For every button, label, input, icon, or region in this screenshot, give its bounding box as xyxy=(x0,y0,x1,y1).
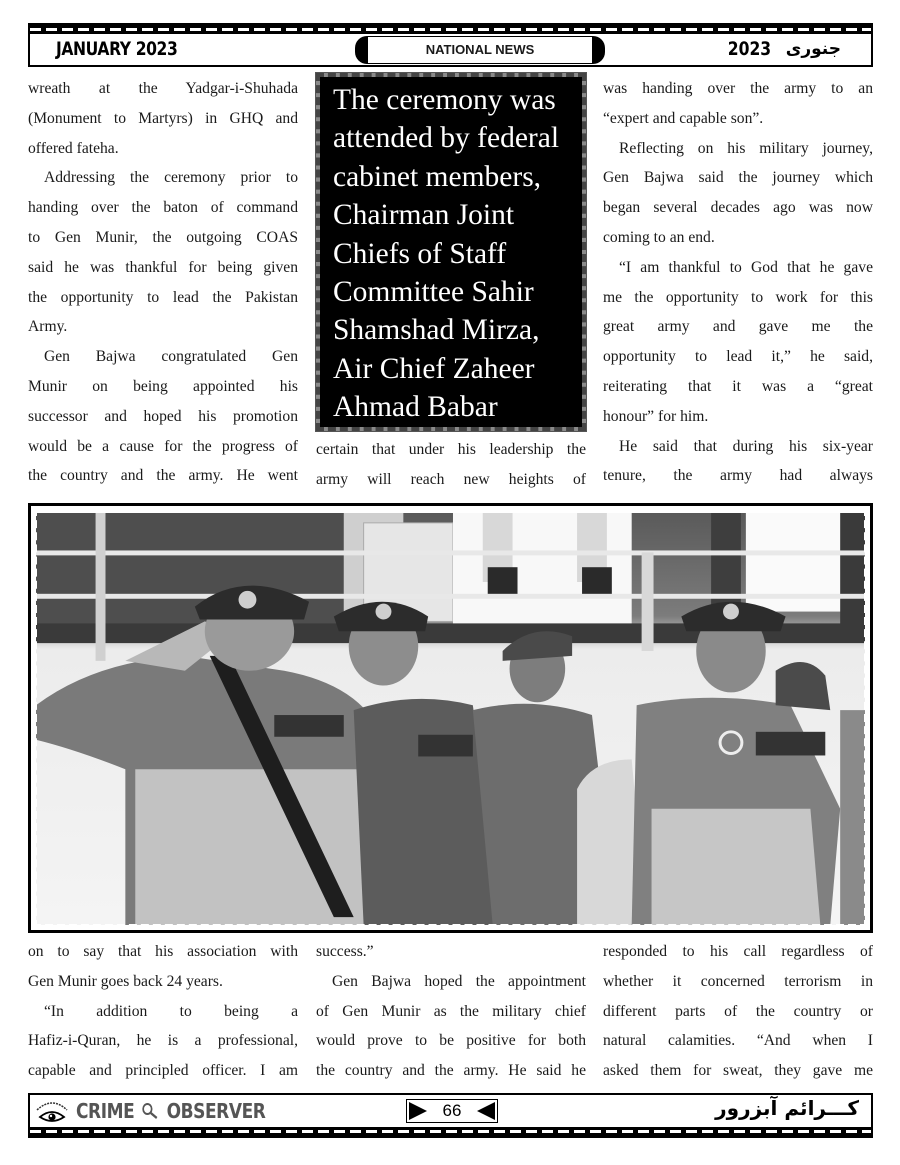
brand-word-observer: OBSERVER xyxy=(166,1099,266,1123)
text-line: honour” for him. xyxy=(603,407,709,425)
text-line: great army and gave me the xyxy=(603,318,873,336)
text-line: army will reach new heights of xyxy=(316,470,586,488)
text-line: would prove to be positive for both xyxy=(316,1032,586,1050)
text-line: Hafiz-i-Quran, he is a professional, xyxy=(28,1032,298,1050)
magnifier-icon xyxy=(141,1102,160,1120)
text-line: Gen Bajwa said the journey which xyxy=(603,169,873,187)
text-line: Addressing the ceremony prior to xyxy=(44,169,298,187)
text-line: (Monument to Martyrs) in GHQ and xyxy=(28,109,298,127)
text-line: coming to an end. xyxy=(603,228,715,246)
header-dashed-rule xyxy=(30,25,871,34)
pull-quote-line: Chairman Joint xyxy=(333,199,515,232)
issue-date-english: JANUARY 2023 xyxy=(56,38,178,60)
text-line: handing over the baton of command xyxy=(28,199,298,217)
text-line: Army. xyxy=(28,318,68,336)
text-line: opportunity to lead it,” he said, xyxy=(603,348,873,366)
tab-cap-left xyxy=(355,36,367,64)
pull-quote xyxy=(316,73,586,431)
text-line: natural calamities. “And when I xyxy=(603,1032,873,1050)
brand-logo xyxy=(34,1097,299,1125)
text-line: began several decades ago was now xyxy=(603,199,873,217)
text-line: wreath at the Yadgar-i-Shuhada xyxy=(28,80,298,97)
pull-quote-line: Ahmad Babar xyxy=(333,391,498,424)
pull-quote-line: attended by federal xyxy=(333,122,560,155)
text-line: “expert and capable son”. xyxy=(603,109,764,127)
pull-quote-line: Shamshad Mirza, xyxy=(333,314,540,347)
page-footer xyxy=(28,1093,873,1138)
issue-year: 2023 xyxy=(727,38,772,60)
text-line: tenure, the army had always xyxy=(603,467,873,485)
text-line: capable and principled officer. I am xyxy=(28,1062,298,1080)
text-line: success.” xyxy=(316,943,374,960)
article-column-2-top xyxy=(316,435,586,495)
issue-date-urdu xyxy=(723,38,841,60)
pull-quote-line: Chiefs of Staff xyxy=(333,237,507,270)
photo-frame xyxy=(28,503,873,933)
photo-illustration xyxy=(36,513,865,925)
page-number-box xyxy=(406,1099,498,1123)
text-line: He said that during his six-year xyxy=(619,437,873,455)
text-line: “I am thankful to God that he gave xyxy=(619,258,873,276)
text-line: Gen Bajwa congratulated Gen xyxy=(44,348,298,366)
text-line: to Gen Munir, the outgoing COAS xyxy=(28,228,298,246)
page-header xyxy=(28,23,873,67)
text-line: asked them for sweat, they gave me xyxy=(603,1062,873,1080)
section-title: NATIONAL NEWS xyxy=(367,36,593,64)
issue-month-urdu: جنوری xyxy=(785,39,841,59)
article-column-3-bottom xyxy=(603,937,873,1086)
ceremony-photo xyxy=(36,513,865,925)
text-line: on to say that his association with xyxy=(28,943,298,960)
text-line: Gen Munir goes back 24 years. xyxy=(28,972,223,990)
pull-quote-line: Committee Sahir xyxy=(333,276,534,309)
brand-wordmark xyxy=(76,1099,265,1123)
footer-dashed-rule xyxy=(30,1127,871,1136)
text-line: Gen Bajwa hoped the appointment xyxy=(332,972,586,990)
article-column-2-bottom xyxy=(316,937,586,1086)
text-line: Munir on being appointed his xyxy=(28,377,298,395)
text-line: responded to his call regardless of xyxy=(603,943,873,960)
pull-quote-line: Air Chief Zaheer xyxy=(333,352,535,385)
text-line: was handing over the army to an xyxy=(603,80,873,97)
text-line: offered fateha. xyxy=(28,139,119,157)
text-line: certain that under his leadership the xyxy=(316,441,586,458)
text-line: different parts of the country or xyxy=(603,1002,873,1020)
article-column-1-bottom xyxy=(28,937,298,1086)
text-line: said he was thankful for being given xyxy=(28,258,298,276)
pull-quote-line: cabinet members, xyxy=(333,160,542,193)
text-line: the country and the army. He said he xyxy=(316,1062,586,1080)
text-line: “In addition to being a xyxy=(44,1002,298,1020)
text-line: whether it concerned terrorism in xyxy=(603,972,873,990)
text-line: reiterating that it was a “great xyxy=(603,377,873,395)
section-label xyxy=(355,36,605,64)
text-line: of Gen Munir as the military chief xyxy=(316,1002,586,1020)
eye-badge-icon xyxy=(34,1098,70,1124)
tab-cap-right xyxy=(593,36,605,64)
article-column-1-top xyxy=(28,74,298,491)
pull-quote-line: The ceremony was xyxy=(333,84,556,116)
text-line: the country and the army. He went xyxy=(28,467,298,485)
article-column-3-top xyxy=(603,74,873,491)
text-line: the opportunity to lead the Pakistan xyxy=(28,288,298,306)
page-number: 66 xyxy=(442,1101,462,1120)
pull-quote-text xyxy=(333,81,576,427)
brand-word-crime: CRIME xyxy=(76,1099,135,1123)
text-line: me the opportunity to work for this xyxy=(603,288,873,306)
text-line: Reflecting on his military journey, xyxy=(619,139,873,157)
brand-urdu: کـــرائم آبزرور xyxy=(715,1096,859,1120)
text-line: would be a cause for the progress of xyxy=(28,437,298,455)
arrow-left-icon xyxy=(477,1102,495,1120)
text-line: successor and hoped his promotion xyxy=(28,407,298,425)
